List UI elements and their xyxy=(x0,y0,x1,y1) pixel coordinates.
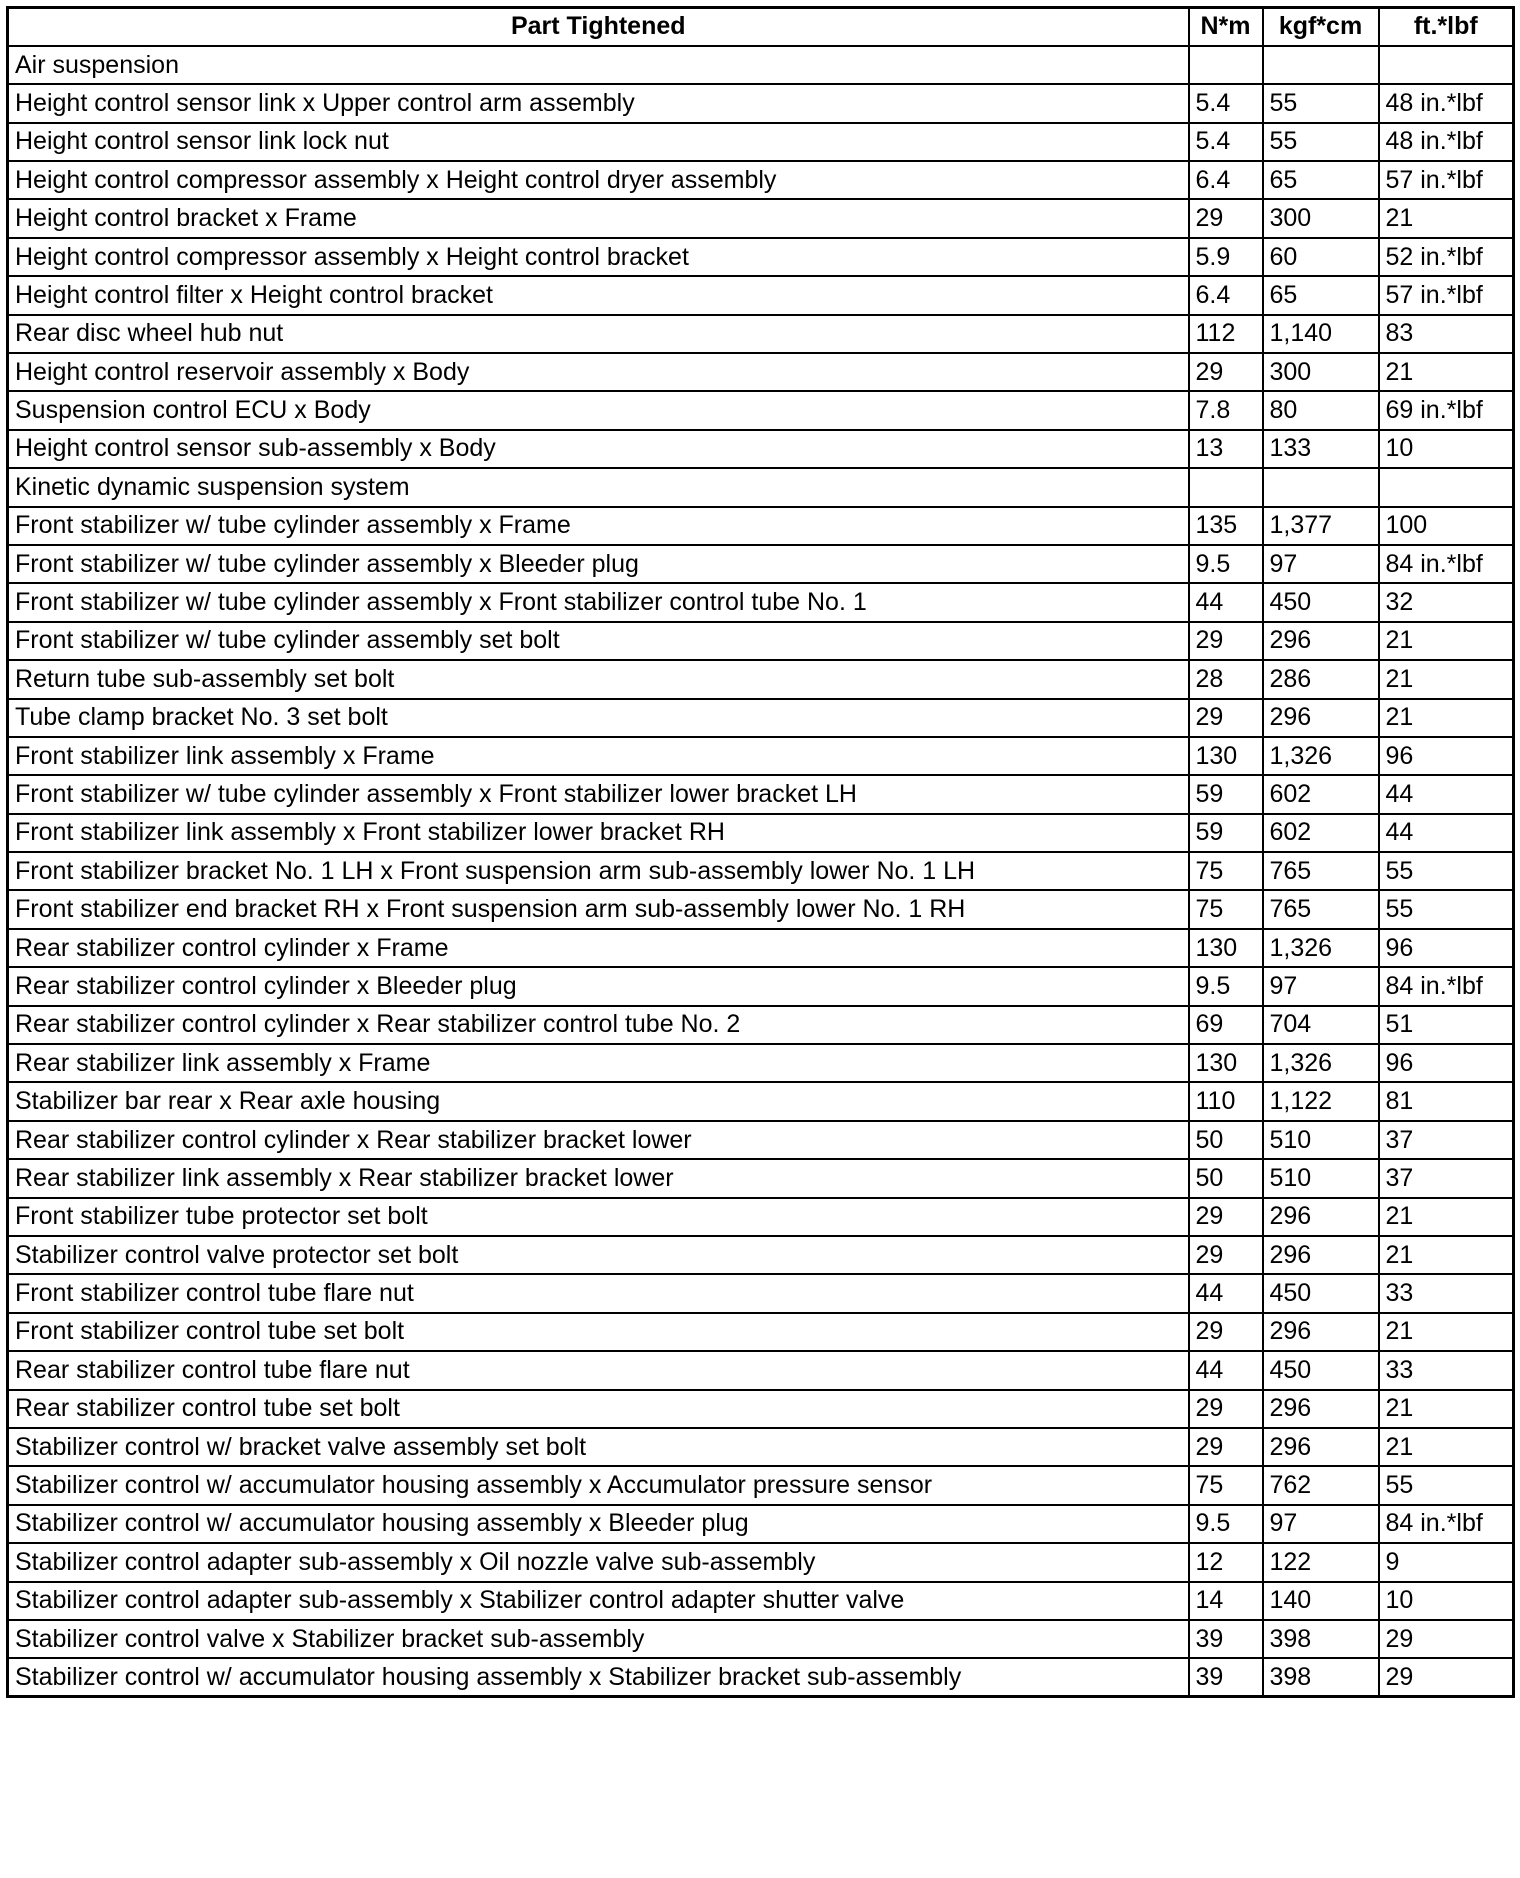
cell-kgfcm: 300 xyxy=(1263,199,1379,237)
table-row xyxy=(8,1198,1514,1236)
table-row xyxy=(8,199,1514,237)
cell-part: Height control sensor link x Upper control arm assembly xyxy=(8,84,1189,122)
cell-nm: 110 xyxy=(1189,1082,1263,1120)
table-row xyxy=(8,545,1514,583)
header-nm: N*m xyxy=(1189,8,1263,46)
cell-nm: 39 xyxy=(1189,1658,1263,1696)
table-row xyxy=(8,353,1514,391)
cell-nm: 6.4 xyxy=(1189,276,1263,314)
cell-kgfcm: 296 xyxy=(1263,1390,1379,1428)
table-row xyxy=(8,1620,1514,1658)
cell-nm: 29 xyxy=(1189,1313,1263,1351)
cell-nm: 29 xyxy=(1189,622,1263,660)
cell-kgfcm: 450 xyxy=(1263,583,1379,621)
cell-ftlbf: 32 xyxy=(1379,583,1514,621)
cell-nm: 12 xyxy=(1189,1543,1263,1581)
table-row xyxy=(8,1236,1514,1274)
table-row xyxy=(8,1351,1514,1389)
cell-part: Kinetic dynamic suspension system xyxy=(8,468,1189,506)
cell-ftlbf xyxy=(1379,468,1514,506)
cell-nm xyxy=(1189,468,1263,506)
cell-kgfcm: 80 xyxy=(1263,391,1379,429)
cell-part: Stabilizer control valve protector set bolt xyxy=(8,1236,1189,1274)
cell-nm: 29 xyxy=(1189,199,1263,237)
cell-part: Front stabilizer w/ tube cylinder assembly x Frame xyxy=(8,507,1189,545)
cell-part: Front stabilizer link assembly x Front stabilizer lower bracket RH xyxy=(8,814,1189,852)
cell-ftlbf: 96 xyxy=(1379,1044,1514,1082)
cell-nm: 112 xyxy=(1189,315,1263,353)
cell-kgfcm: 60 xyxy=(1263,238,1379,276)
header-ftlbf: ft.*lbf xyxy=(1379,8,1514,46)
cell-nm: 44 xyxy=(1189,1351,1263,1389)
cell-ftlbf: 37 xyxy=(1379,1121,1514,1159)
cell-part: Stabilizer control adapter sub-assembly x Stabilizer control adapter shutter valve xyxy=(8,1582,1189,1620)
cell-ftlbf: 48 in.*lbf xyxy=(1379,123,1514,161)
table-row xyxy=(8,430,1514,468)
cell-part: Rear disc wheel hub nut xyxy=(8,315,1189,353)
cell-ftlbf: 55 xyxy=(1379,852,1514,890)
cell-ftlbf: 52 in.*lbf xyxy=(1379,238,1514,276)
table-row xyxy=(8,1082,1514,1120)
cell-nm: 130 xyxy=(1189,929,1263,967)
cell-kgfcm: 1,377 xyxy=(1263,507,1379,545)
table-row xyxy=(8,161,1514,199)
cell-kgfcm: 296 xyxy=(1263,1198,1379,1236)
cell-nm: 5.4 xyxy=(1189,84,1263,122)
table-row xyxy=(8,583,1514,621)
cell-ftlbf: 55 xyxy=(1379,890,1514,928)
table-row xyxy=(8,1121,1514,1159)
cell-nm: 29 xyxy=(1189,1390,1263,1428)
cell-ftlbf: 10 xyxy=(1379,430,1514,468)
table-row xyxy=(8,276,1514,314)
table-body xyxy=(8,46,1514,1697)
cell-ftlbf: 100 xyxy=(1379,507,1514,545)
cell-kgfcm: 65 xyxy=(1263,161,1379,199)
cell-part: Front stabilizer link assembly x Frame xyxy=(8,737,1189,775)
cell-part: Height control reservoir assembly x Body xyxy=(8,353,1189,391)
cell-kgfcm: 133 xyxy=(1263,430,1379,468)
cell-kgfcm: 296 xyxy=(1263,1428,1379,1466)
cell-kgfcm: 704 xyxy=(1263,1006,1379,1044)
table-row xyxy=(8,929,1514,967)
table-row xyxy=(8,315,1514,353)
cell-kgfcm: 122 xyxy=(1263,1543,1379,1581)
cell-kgfcm: 765 xyxy=(1263,890,1379,928)
cell-part: Front stabilizer w/ tube cylinder assembly x Front stabilizer control tube No. 1 xyxy=(8,583,1189,621)
cell-part: Stabilizer control w/ accumulator housing assembly x Stabilizer bracket sub-assembly xyxy=(8,1658,1189,1696)
cell-nm: 9.5 xyxy=(1189,967,1263,1005)
cell-ftlbf: 9 xyxy=(1379,1543,1514,1581)
cell-ftlbf: 21 xyxy=(1379,1198,1514,1236)
cell-part: Height control compressor assembly x Height control dryer assembly xyxy=(8,161,1189,199)
cell-nm: 28 xyxy=(1189,660,1263,698)
cell-part: Height control filter x Height control bracket xyxy=(8,276,1189,314)
cell-ftlbf: 21 xyxy=(1379,1236,1514,1274)
table-row xyxy=(8,890,1514,928)
cell-kgfcm: 450 xyxy=(1263,1274,1379,1312)
cell-kgfcm xyxy=(1263,46,1379,84)
cell-kgfcm: 1,326 xyxy=(1263,929,1379,967)
cell-kgfcm: 762 xyxy=(1263,1466,1379,1504)
cell-nm: 59 xyxy=(1189,814,1263,852)
cell-part: Stabilizer control w/ accumulator housing assembly x Bleeder plug xyxy=(8,1505,1189,1543)
cell-nm: 13 xyxy=(1189,430,1263,468)
cell-part: Tube clamp bracket No. 3 set bolt xyxy=(8,699,1189,737)
section-row xyxy=(8,468,1514,506)
cell-part: Suspension control ECU x Body xyxy=(8,391,1189,429)
cell-ftlbf: 84 in.*lbf xyxy=(1379,1505,1514,1543)
cell-nm: 6.4 xyxy=(1189,161,1263,199)
cell-nm: 50 xyxy=(1189,1121,1263,1159)
cell-nm: 9.5 xyxy=(1189,1505,1263,1543)
cell-part: Stabilizer control w/ bracket valve assembly set bolt xyxy=(8,1428,1189,1466)
cell-kgfcm: 1,326 xyxy=(1263,737,1379,775)
cell-kgfcm: 1,122 xyxy=(1263,1082,1379,1120)
cell-kgfcm: 286 xyxy=(1263,660,1379,698)
table-row xyxy=(8,967,1514,1005)
cell-part: Height control compressor assembly x Height control bracket xyxy=(8,238,1189,276)
cell-part: Return tube sub-assembly set bolt xyxy=(8,660,1189,698)
cell-part: Stabilizer control valve x Stabilizer bracket sub-assembly xyxy=(8,1620,1189,1658)
cell-part: Rear stabilizer control cylinder x Rear stabilizer bracket lower xyxy=(8,1121,1189,1159)
cell-part: Rear stabilizer control cylinder x Bleeder plug xyxy=(8,967,1189,1005)
cell-ftlbf: 96 xyxy=(1379,929,1514,967)
table-row xyxy=(8,391,1514,429)
cell-nm: 29 xyxy=(1189,1236,1263,1274)
cell-part: Rear stabilizer control tube set bolt xyxy=(8,1390,1189,1428)
cell-ftlbf: 33 xyxy=(1379,1274,1514,1312)
torque-spec-table xyxy=(6,6,1515,1698)
table-row xyxy=(8,1505,1514,1543)
cell-part: Front stabilizer control tube flare nut xyxy=(8,1274,1189,1312)
cell-ftlbf: 21 xyxy=(1379,1390,1514,1428)
cell-nm: 29 xyxy=(1189,1198,1263,1236)
cell-nm: 75 xyxy=(1189,890,1263,928)
table-row xyxy=(8,699,1514,737)
cell-nm: 44 xyxy=(1189,1274,1263,1312)
cell-part: Stabilizer control adapter sub-assembly x Oil nozzle valve sub-assembly xyxy=(8,1543,1189,1581)
cell-ftlbf: 55 xyxy=(1379,1466,1514,1504)
cell-nm: 75 xyxy=(1189,1466,1263,1504)
cell-kgfcm: 602 xyxy=(1263,775,1379,813)
cell-nm: 5.9 xyxy=(1189,238,1263,276)
cell-part: Front stabilizer w/ tube cylinder assembly x Front stabilizer lower bracket LH xyxy=(8,775,1189,813)
header-row xyxy=(8,8,1514,46)
cell-nm: 59 xyxy=(1189,775,1263,813)
table-row xyxy=(8,1582,1514,1620)
cell-part: Stabilizer bar rear x Rear axle housing xyxy=(8,1082,1189,1120)
table-row xyxy=(8,1274,1514,1312)
cell-nm xyxy=(1189,46,1263,84)
table-header xyxy=(8,8,1514,46)
cell-kgfcm: 1,140 xyxy=(1263,315,1379,353)
cell-ftlbf: 21 xyxy=(1379,1428,1514,1466)
table-row xyxy=(8,1466,1514,1504)
header-part-tightened: Part Tightened xyxy=(8,8,1189,46)
cell-nm: 44 xyxy=(1189,583,1263,621)
cell-part: Stabilizer control w/ accumulator housing assembly x Accumulator pressure sensor xyxy=(8,1466,1189,1504)
table-row xyxy=(8,1044,1514,1082)
table-row xyxy=(8,1159,1514,1197)
cell-kgfcm: 97 xyxy=(1263,545,1379,583)
cell-nm: 50 xyxy=(1189,1159,1263,1197)
cell-ftlbf: 51 xyxy=(1379,1006,1514,1044)
cell-kgfcm: 296 xyxy=(1263,1313,1379,1351)
table-row xyxy=(8,1006,1514,1044)
cell-ftlbf: 29 xyxy=(1379,1658,1514,1696)
cell-kgfcm: 140 xyxy=(1263,1582,1379,1620)
cell-nm: 29 xyxy=(1189,353,1263,391)
cell-ftlbf: 21 xyxy=(1379,199,1514,237)
cell-part: Rear stabilizer link assembly x Frame xyxy=(8,1044,1189,1082)
table-row xyxy=(8,1313,1514,1351)
table-row xyxy=(8,737,1514,775)
header-kgfcm: kgf*cm xyxy=(1263,8,1379,46)
cell-kgfcm: 296 xyxy=(1263,1236,1379,1274)
cell-nm: 39 xyxy=(1189,1620,1263,1658)
cell-kgfcm: 97 xyxy=(1263,967,1379,1005)
table-row xyxy=(8,123,1514,161)
cell-ftlbf xyxy=(1379,46,1514,84)
cell-kgfcm: 300 xyxy=(1263,353,1379,391)
cell-nm: 9.5 xyxy=(1189,545,1263,583)
table-row xyxy=(8,1428,1514,1466)
cell-ftlbf: 57 in.*lbf xyxy=(1379,161,1514,199)
table-row xyxy=(8,238,1514,276)
cell-ftlbf: 29 xyxy=(1379,1620,1514,1658)
cell-kgfcm: 97 xyxy=(1263,1505,1379,1543)
cell-part: Height control sensor sub-assembly x Body xyxy=(8,430,1189,468)
table-row xyxy=(8,1658,1514,1696)
cell-kgfcm: 602 xyxy=(1263,814,1379,852)
table-row xyxy=(8,84,1514,122)
cell-ftlbf: 44 xyxy=(1379,775,1514,813)
cell-ftlbf: 21 xyxy=(1379,1313,1514,1351)
cell-part: Height control bracket x Frame xyxy=(8,199,1189,237)
cell-ftlbf: 21 xyxy=(1379,660,1514,698)
cell-part: Front stabilizer tube protector set bolt xyxy=(8,1198,1189,1236)
cell-nm: 135 xyxy=(1189,507,1263,545)
cell-nm: 29 xyxy=(1189,699,1263,737)
cell-nm: 29 xyxy=(1189,1428,1263,1466)
cell-ftlbf: 81 xyxy=(1379,1082,1514,1120)
table-row xyxy=(8,775,1514,813)
cell-ftlbf: 83 xyxy=(1379,315,1514,353)
table-row xyxy=(8,852,1514,890)
cell-nm: 7.8 xyxy=(1189,391,1263,429)
cell-ftlbf: 37 xyxy=(1379,1159,1514,1197)
cell-part: Front stabilizer w/ tube cylinder assembly x Bleeder plug xyxy=(8,545,1189,583)
cell-kgfcm: 398 xyxy=(1263,1620,1379,1658)
table-row xyxy=(8,1543,1514,1581)
cell-kgfcm: 450 xyxy=(1263,1351,1379,1389)
cell-ftlbf: 84 in.*lbf xyxy=(1379,967,1514,1005)
cell-ftlbf: 96 xyxy=(1379,737,1514,775)
table-row xyxy=(8,814,1514,852)
cell-kgfcm xyxy=(1263,468,1379,506)
cell-part: Front stabilizer control tube set bolt xyxy=(8,1313,1189,1351)
cell-kgfcm: 510 xyxy=(1263,1121,1379,1159)
cell-nm: 130 xyxy=(1189,737,1263,775)
cell-ftlbf: 69 in.*lbf xyxy=(1379,391,1514,429)
cell-part: Rear stabilizer link assembly x Rear stabilizer bracket lower xyxy=(8,1159,1189,1197)
section-row xyxy=(8,46,1514,84)
cell-kgfcm: 1,326 xyxy=(1263,1044,1379,1082)
table-row xyxy=(8,660,1514,698)
table-row xyxy=(8,507,1514,545)
cell-nm: 5.4 xyxy=(1189,123,1263,161)
table-row xyxy=(8,1390,1514,1428)
cell-ftlbf: 21 xyxy=(1379,353,1514,391)
cell-part: Rear stabilizer control cylinder x Frame xyxy=(8,929,1189,967)
cell-part: Rear stabilizer control tube flare nut xyxy=(8,1351,1189,1389)
cell-kgfcm: 55 xyxy=(1263,84,1379,122)
cell-part: Height control sensor link lock nut xyxy=(8,123,1189,161)
cell-nm: 69 xyxy=(1189,1006,1263,1044)
cell-kgfcm: 398 xyxy=(1263,1658,1379,1696)
cell-part: Front stabilizer w/ tube cylinder assembly set bolt xyxy=(8,622,1189,660)
cell-nm: 130 xyxy=(1189,1044,1263,1082)
table-row xyxy=(8,622,1514,660)
cell-ftlbf: 57 in.*lbf xyxy=(1379,276,1514,314)
cell-part: Rear stabilizer control cylinder x Rear stabilizer control tube No. 2 xyxy=(8,1006,1189,1044)
cell-kgfcm: 296 xyxy=(1263,699,1379,737)
cell-kgfcm: 65 xyxy=(1263,276,1379,314)
cell-part: Front stabilizer bracket No. 1 LH x Front suspension arm sub-assembly lower No. 1 LH xyxy=(8,852,1189,890)
cell-ftlbf: 21 xyxy=(1379,699,1514,737)
cell-ftlbf: 48 in.*lbf xyxy=(1379,84,1514,122)
cell-kgfcm: 510 xyxy=(1263,1159,1379,1197)
cell-ftlbf: 44 xyxy=(1379,814,1514,852)
cell-part: Air suspension xyxy=(8,46,1189,84)
cell-ftlbf: 21 xyxy=(1379,622,1514,660)
cell-part: Front stabilizer end bracket RH x Front suspension arm sub-assembly lower No. 1 RH xyxy=(8,890,1189,928)
cell-kgfcm: 765 xyxy=(1263,852,1379,890)
cell-nm: 14 xyxy=(1189,1582,1263,1620)
cell-kgfcm: 55 xyxy=(1263,123,1379,161)
cell-ftlbf: 84 in.*lbf xyxy=(1379,545,1514,583)
cell-ftlbf: 10 xyxy=(1379,1582,1514,1620)
cell-kgfcm: 296 xyxy=(1263,622,1379,660)
cell-ftlbf: 33 xyxy=(1379,1351,1514,1389)
cell-nm: 75 xyxy=(1189,852,1263,890)
